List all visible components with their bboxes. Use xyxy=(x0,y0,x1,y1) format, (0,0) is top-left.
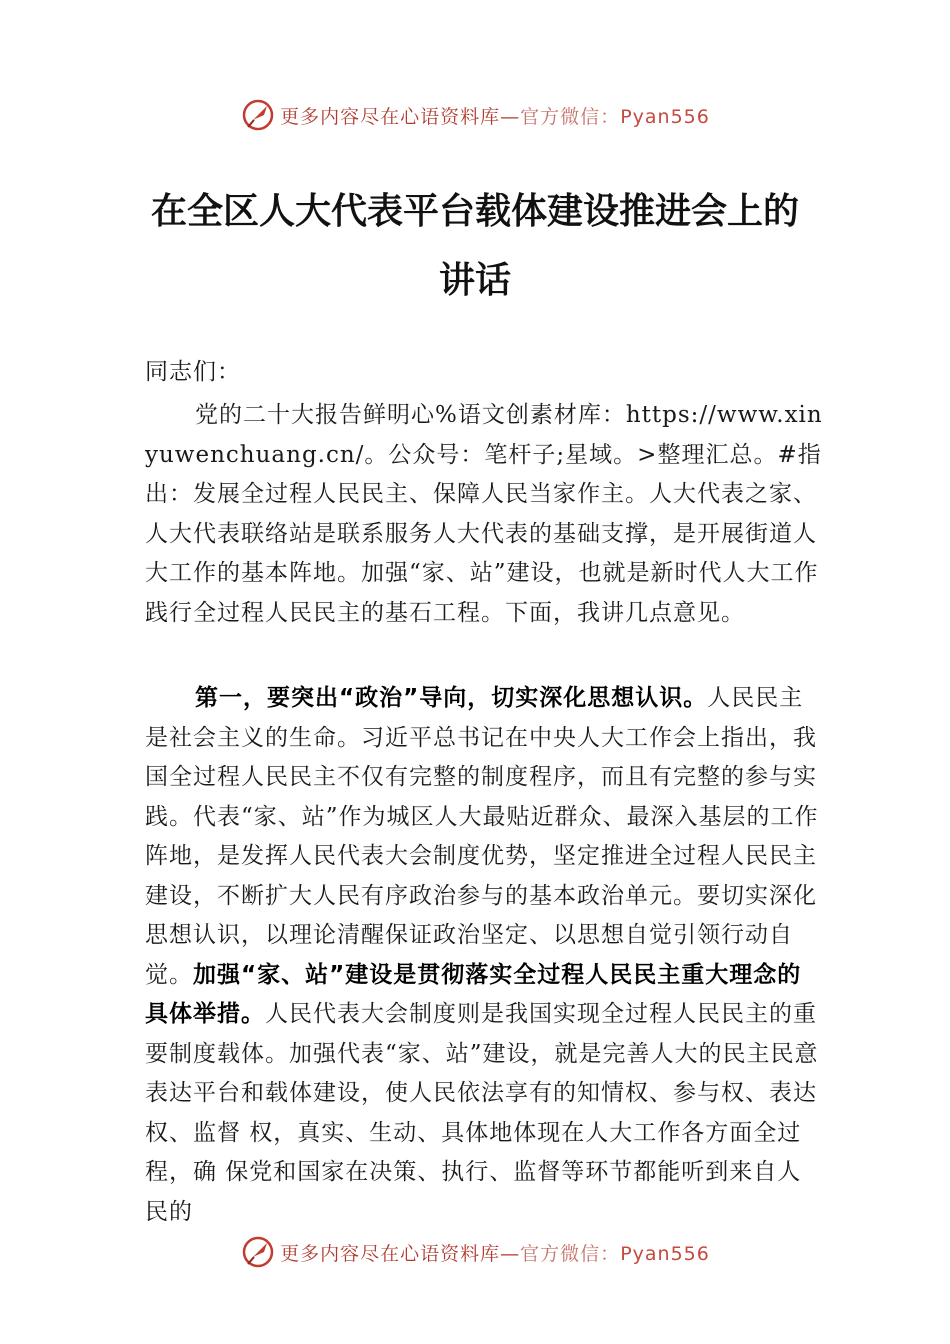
quill-logo-icon xyxy=(240,1234,276,1270)
greeting: 同志们： xyxy=(145,359,241,385)
banner-wechat-id: Pyan556 xyxy=(620,105,710,128)
footer-banner-wechat-label: 官方微信： xyxy=(520,1242,621,1265)
footer-banner xyxy=(0,1232,950,1272)
document-title-line1: 在全区人大代表平台载体建设推进会上的 xyxy=(150,190,799,232)
footer-banner-main-text: 更多内容尽在心语资料库 xyxy=(280,1242,501,1265)
section-one-text-2: 人民代表大会制度则是我国实现全过程人民民主的重要制度载体。加强代表“家、站”建设，就是完善人大的民主民意表达平台和载体建设，使人民依法享有的知情权、参与权、表达权、监督 权，真实、生动、具体地体现在人大工作各方面全过程，确 保党和国家在决策、执行、监督等环节都能听到来自人民的 xyxy=(145,1001,819,1225)
banner-dash: — xyxy=(500,105,521,128)
footer-banner-dash: — xyxy=(500,1242,521,1265)
section-one-heading: 第一，要突出“政治”导向，切实深化思想认识。 xyxy=(195,685,708,711)
section-one-bold-statement: 加强“家、站”建设是贯彻落实全过程人民民主重大理念的具体举措。 xyxy=(145,961,802,1027)
section-one-text-1: 人民民主是社会主义的生命。习近平总书记在中央人大工作会上指出，我国全过程人民民主不仅有完整的制度程序，而且有完整的参与实践。代表“家、站”作为城区人大最贴近群众、最深入基层的工作阵地，是发挥人民代表大会制度优势，坚定推进全过程人民民主建设，不断扩大人民有序政治参与的基本政治单元。要切实深化思想认识，以理论清醒保证政治坚定、以思想自觉引领行动自觉。 xyxy=(145,685,819,988)
footer-banner-wechat-id: Pyan556 xyxy=(620,1242,710,1265)
document-title-line2: 讲话 xyxy=(438,259,511,301)
quill-logo-icon xyxy=(240,97,276,133)
banner-main-text: 更多内容尽在心语资料库 xyxy=(280,105,501,128)
paragraph-intro: 党的二十大报告鲜明心%语文创素材库：https://www.xinyuwenchuang.cn/。公众号：笔杆子;星域。>整理汇总。#指出：发展全过程人民民主、保障人民当家作主。人大代表之家、人大代表联络站是联系服务人大代表的基础支撑，是开展街道人大工作的基本阵地。加强“家、站”建设，也就是新时代人大工作践行全过程人民民主的基石工程。下面，我讲几点意见。 xyxy=(145,402,823,626)
banner-wechat-label: 官方微信： xyxy=(520,105,621,128)
header-banner xyxy=(0,95,950,135)
paragraph-section-one xyxy=(145,679,825,1232)
